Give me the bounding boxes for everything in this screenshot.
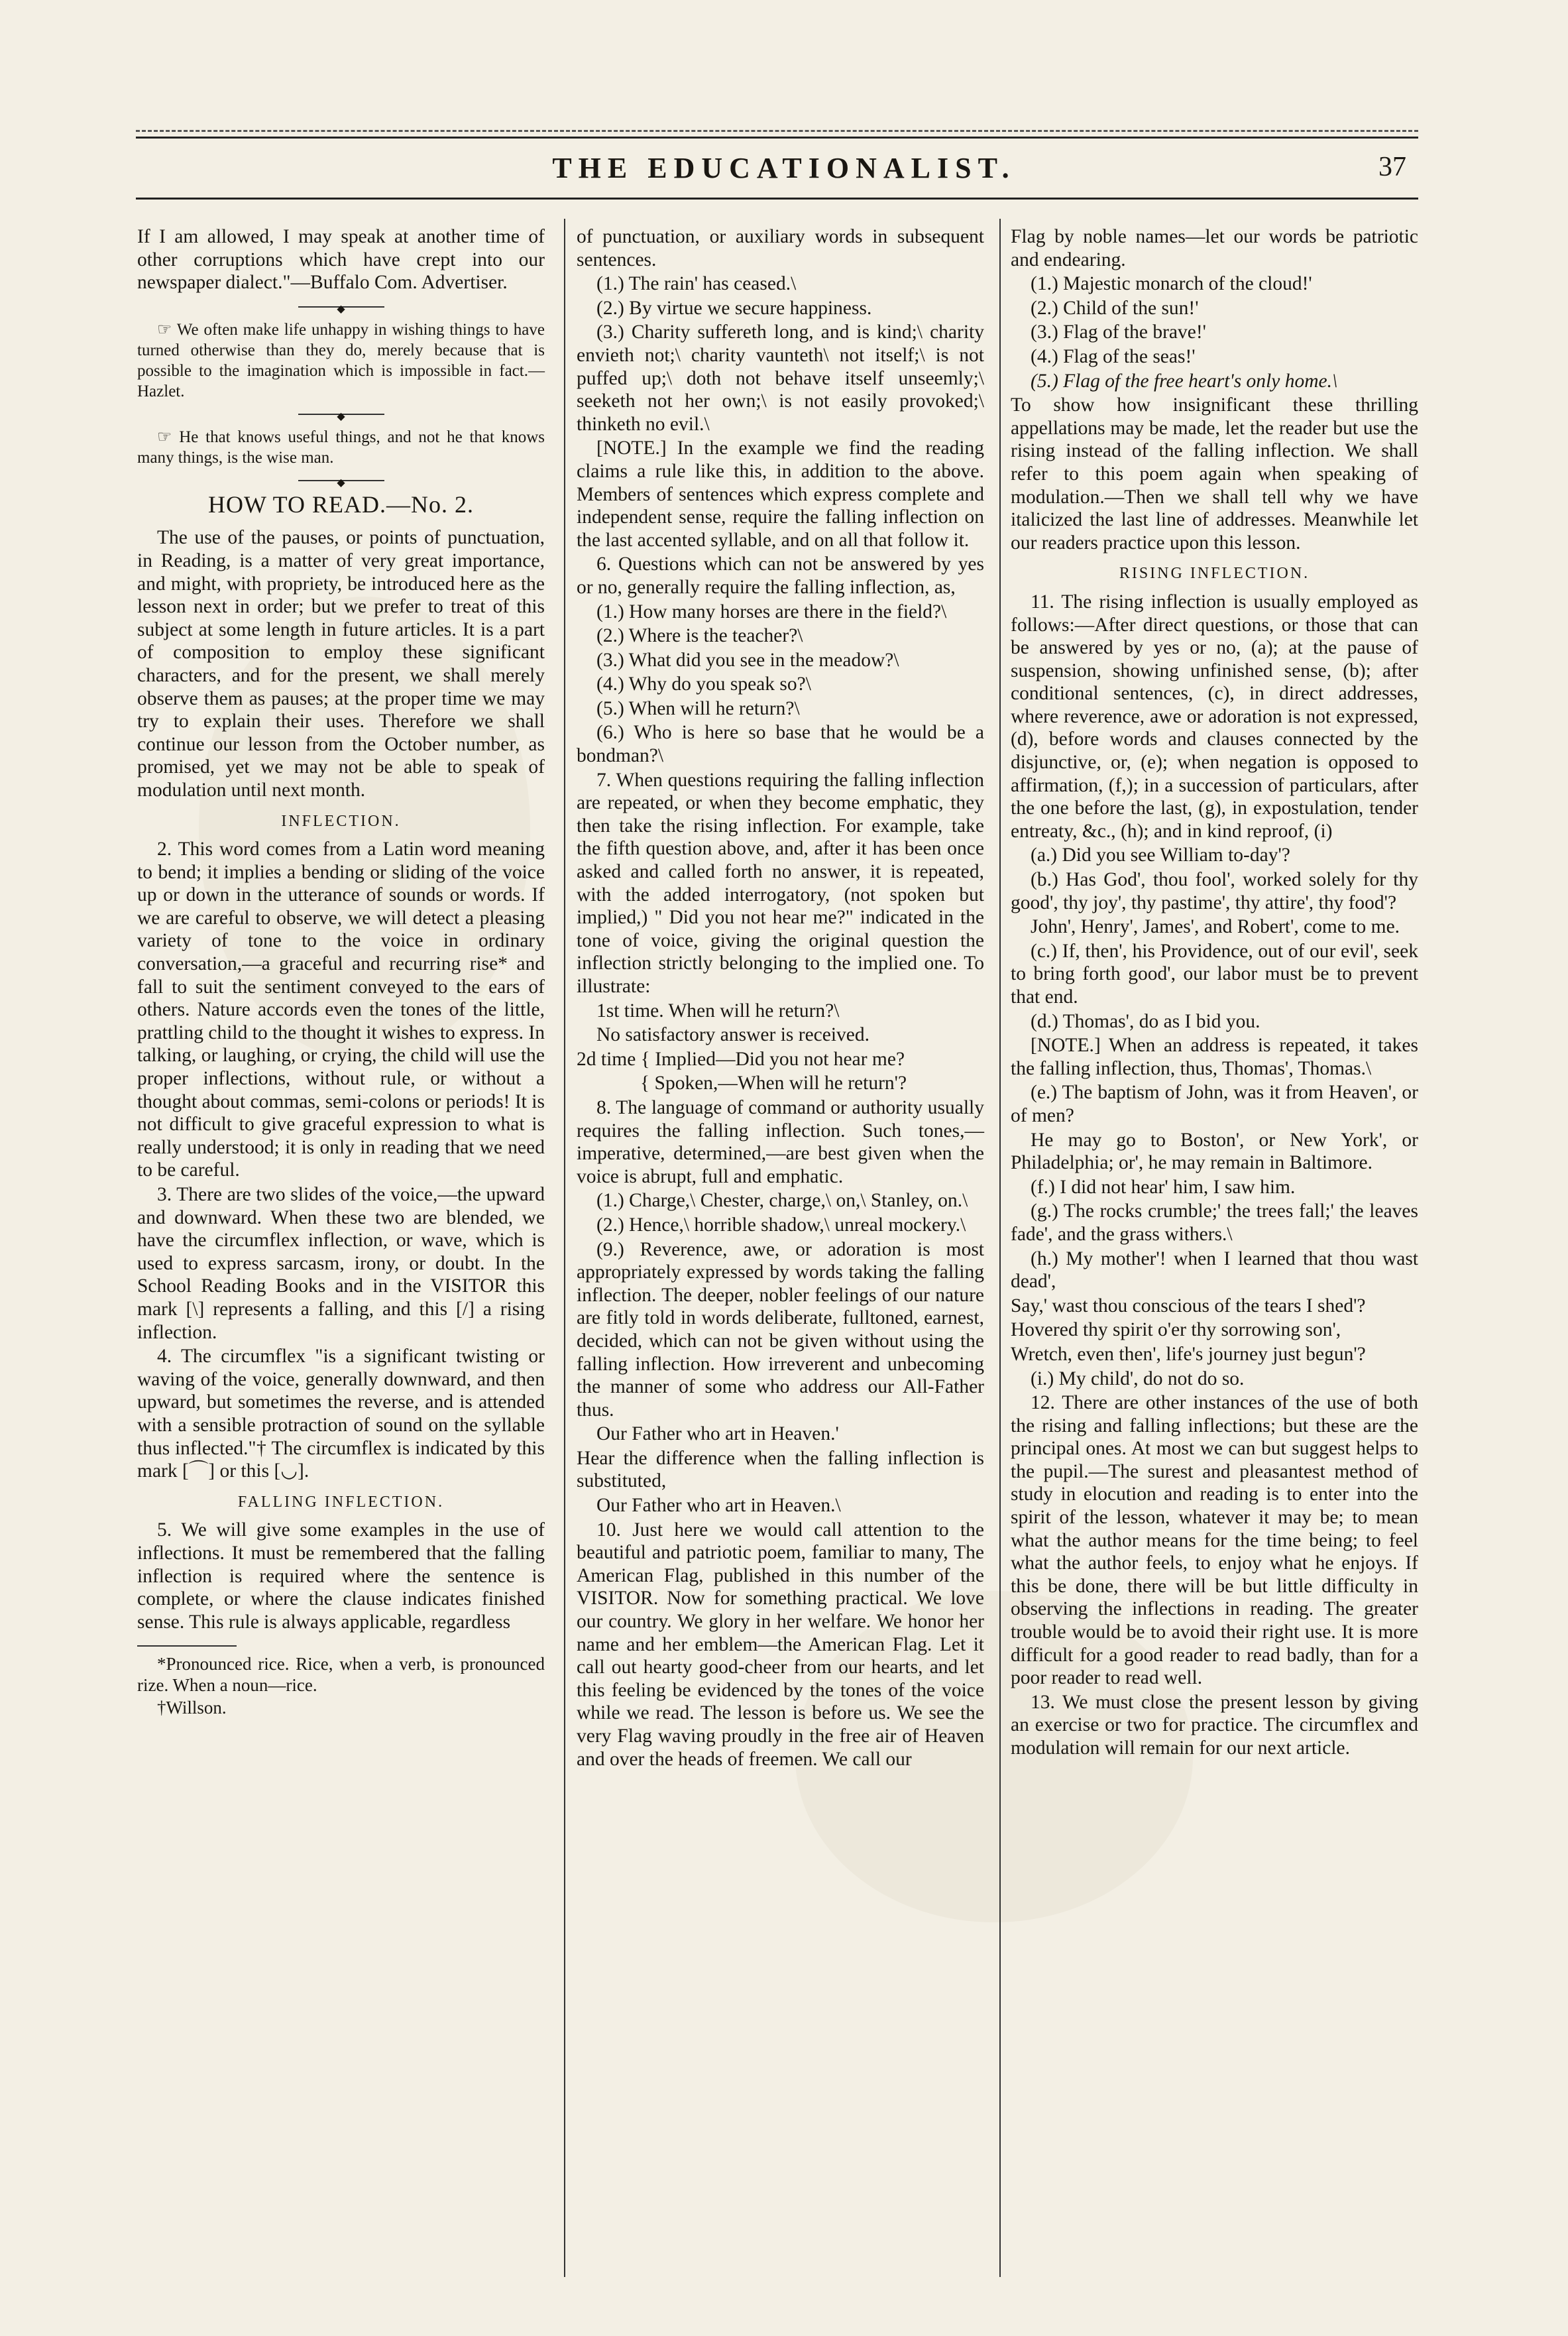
example: (2.) Where is the teacher?\ xyxy=(596,625,803,647)
separator xyxy=(298,306,384,308)
column-3 xyxy=(1011,225,1418,1761)
example: (3.) What did you see in the meadow?\ xyxy=(596,649,899,671)
poem-line: (h.) My mother'! when I learned that thou wast dead', xyxy=(1011,1248,1418,1293)
column-2 xyxy=(577,225,984,1772)
example: He may go to Boston', or New York', or Philadelphia; or', he may remain in Baltimore. xyxy=(1011,1129,1418,1174)
section-heading: RISING INFLECTION. xyxy=(1119,565,1310,583)
header-rule xyxy=(136,137,1418,139)
column-divider-right xyxy=(999,219,1001,2277)
example: (1.) The rain' has ceased.\ xyxy=(596,273,797,295)
example: (3.) Flag of the brave!' xyxy=(1031,321,1206,343)
paragraph: ☞ We often make life unhappy in wishing things to have turned otherwise than they do, merely because that is possible to the imagination which is impossible in fact.—Hazlet. xyxy=(137,320,545,400)
example: 1st time. When will he return?\ xyxy=(596,1000,840,1022)
paragraph: If I am allowed, I may speak at another time of other corruptions which have crept into our newspaper dialect."—Buffalo Com. Advertiser. xyxy=(137,226,545,294)
poem-line: Wretch, even then', life's journey just begun'? xyxy=(1011,1343,1366,1365)
column-1 xyxy=(137,225,545,1720)
footnote: *Pronounced rice. Rice, when a verb, is pronounced rize. When a noun—rice. xyxy=(137,1654,545,1696)
poem-line: Say,' wast thou conscious of the tears I shed'? xyxy=(1011,1295,1366,1316)
example: (6.) Who is here so base that he would be a bondman?\ xyxy=(577,722,984,767)
paragraph: of punctuation, or auxiliary words in subsequent sentences. xyxy=(577,226,984,270)
footnote: †Willson. xyxy=(157,1698,227,1718)
example: (5.) When will he return?\ xyxy=(596,697,800,719)
example: (g.) The rocks crumble;' the trees fall;' the leaves fade', and the grass withers.\ xyxy=(1011,1200,1418,1245)
section-heading: INFLECTION. xyxy=(281,812,401,830)
paragraph: ☞ He that knows useful things, and not he that knows many things, is the wise man. xyxy=(137,428,545,467)
example: No satisfactory answer is received. xyxy=(596,1024,870,1046)
example: (3.) Charity suffereth long, and is kind;\ charity envieth not;\ charity vaunteth\ not itself;\ is not puffed up;\ doth not behave itself unseemly;\ seeketh not her own;\ is not easily provoked;\ thinketh no evil.\ xyxy=(577,321,984,435)
example: (2.) By virtue we secure happiness. xyxy=(596,297,872,319)
example: (e.) The baptism of John, was it from Heaven', or of men? xyxy=(1011,1082,1418,1126)
separator xyxy=(298,480,384,481)
example: (1.) How many horses are there in the field?\ xyxy=(596,601,947,622)
example: (2.) Hence,\ horrible shadow,\ unreal mockery.\ xyxy=(596,1214,966,1236)
paragraph: 6. Questions which can not be answered by yes or no, generally require the falling inflection, as, xyxy=(577,554,984,598)
paragraph: 12. There are other instances of the use of both the rising and falling inflections; but these are the principal ones. At most we can but suggest helps to the pupil.—The surest and pleasantest method of study in elocution and reading is to enter into the spirit of the lesson, whatever it may be; to mean what the author means for the time being; to feel what the author feels, to enjoy what he enjoys. If this be done, there will be but little difficulty in observing the inflections in reading. The greater trouble would be to avoid their right use. It is more difficult for a good reader to read badly, than for a poor reader to read well. xyxy=(1011,1392,1418,1689)
paragraph: The use of the pauses, or points of punctuation, in Reading, is a matter of very great importance, and might, with propriety, be introduced here as the lesson next in order; but we prefer to treat of this subject at some length in future articles. It is a part of composition to employ these significant characters, and for the present, we shall merely observe them as pauses; at the proper time we may try to explain their uses. Therefore we shall continue our lesson from the October number, as promised, yet we may not be able to speak of modulation until next month. xyxy=(137,527,545,801)
paragraph: 8. The language of command or authority usually requires the falling inflection. Such tones,—imperative, determined,—are best given when the voice is abrupt, full and emphatic. xyxy=(577,1096,984,1187)
example: (2.) Child of the sun!' xyxy=(1031,297,1199,319)
example: (d.) Thomas', do as I bid you. xyxy=(1031,1010,1260,1032)
example: (1.) Charge,\ Chester, charge,\ on,\ Stanley, on.\ xyxy=(596,1190,968,1212)
note: [NOTE.] When an address is repeated, it takes the falling inflection, thus, Thomas', Thomas.\ xyxy=(1011,1035,1418,1079)
paragraph: Hear the difference when the falling inflection is substituted, xyxy=(577,1447,984,1492)
header-bottom-rule xyxy=(136,198,1418,200)
section-heading: FALLING INFLECTION. xyxy=(237,1493,445,1511)
example: (b.) Has God', thou fool', worked solely for thy good', thy joy', thy pastime', thy attire', thy food'? xyxy=(1011,869,1418,913)
paragraph: To show how insignificant these thrilling appellations may be made, let the reader but use the rising instead of the falling inflection. We shall refer to this poem again when speaking of modulation.—Then we shall tell why we have italicized the last line of addresses. Meanwhile let our readers practice upon this lesson. xyxy=(1011,394,1418,554)
footnote-rule xyxy=(137,1645,237,1647)
example: 2d time { Implied—Did you not hear me? xyxy=(577,1048,905,1070)
column-divider-left xyxy=(564,219,565,2277)
example: (5.) Flag of the free heart's only home.\ xyxy=(1031,370,1338,392)
running-title: THE EDUCATIONALIST. xyxy=(552,152,1016,184)
example: (i.) My child', do not do so. xyxy=(1031,1368,1245,1389)
paragraph: 11. The rising inflection is usually employed as follows:—After direct questions, or those that can be answered by yes or no, (a); at the pause of suspension, showing unfinished sense, (b); after conditional sentences, (c), in direct addresses, where reverence, awe or adoration is not expressed, (d), before words and clauses connected by the disjunctive, or, (e); when negation is opposed to affirmation, (f,); in a succession of particulars, after the one before the last, (g), in expostulation, tender entreaty, &c., (h); and in kind reproof, (i) xyxy=(1011,591,1418,842)
example: Our Father who art in Heaven.' xyxy=(596,1423,839,1445)
example: { Spoken,—When will he return'? xyxy=(640,1073,907,1094)
paragraph: 2. This word comes from a Latin word meaning to bend; it implies a bending or sliding of the voice up or down in the utterance of sounds or words. If we are careful to observe, we will detect a pleasing variety of tone to the voice in ordinary conversation,—a graceful and recurring rise* and fall to suit the sentiment conveyed to the ears of others. Nature accords even the tones of the little, prattling child to the thought it wishes to express. In talking, or laughing, or crying, the child will use the proper inflections, without rule, or without a thought about commas, semi-colons or periods! It is not difficult to give graceful expression to what is really understood; it is only in reading that we need to be careful. xyxy=(137,839,545,1181)
separator xyxy=(298,414,384,415)
page-number: 37 xyxy=(1378,152,1406,182)
article-heading: HOW TO READ.—No. 2. xyxy=(207,491,474,518)
example: (a.) Did you see William to-day'? xyxy=(1031,845,1290,866)
example: (4.) Flag of the seas!' xyxy=(1031,345,1196,367)
paragraph: (9.) Reverence, awe, or adoration is most appropriately expressed by words taking the falling inflection. The deeper, nobler feelings of our nature are fitly told in words deliberate, fulltoned, earnest, decided, which can not be given without using the falling inflection. How irreverent and unbecoming the manner of some who address our All-Father thus. xyxy=(577,1238,984,1421)
example: (1.) Majestic monarch of the cloud!' xyxy=(1031,273,1312,295)
paragraph: 13. We must close the present lesson by giving an exercise or two for practice. The circumflex and modulation will remain for our next article. xyxy=(1011,1691,1418,1759)
example: (f.) I did not hear' him, I saw him. xyxy=(1031,1176,1296,1198)
paragraph: 4. The circumflex "is a significant twisting or waving of the voice, generally downward, and then upward, but sometimes the reverse, and is attended with a sensible protraction of sound on the syllable thus inflected."† The circumflex is indicated by this mark [⌒] or this [◡]. xyxy=(137,1346,545,1482)
example: (c.) If, then', his Providence, out of our evil', seek to bring forth good', our labor must be to prevent that end. xyxy=(1011,940,1418,1008)
paragraph: 3. There are two slides of the voice,—the upward and downward. When these two are blended, we have the circumflex inflection, or wave, which is used to express sarcasm, irony, or doubt. In the School Reading Books and in the VISITOR this mark [\] represents a falling, and this [/] a rising inflection. xyxy=(137,1184,545,1343)
header-top-rule xyxy=(136,130,1418,132)
paragraph: 10. Just here we would call attention to the beautiful and patriotic poem, familiar to many, The American Flag, published in this number of the VISITOR. Now for something practical. We love our country. We glory in her welfare. We honor her name and her emblem—the American Flag. Let it call out hearty good-cheer from our hearts, and let this feeling be evidenced by the tones of the voice while we read. The lesson is before us. We see the very Flag waving proudly in the free air of Heaven and over the heads of freemen. We call our xyxy=(577,1519,984,1770)
paragraph: Flag by noble names—let our words be patriotic and endearing. xyxy=(1011,226,1418,270)
note: [NOTE.] In the example we find the reading claims a rule like this, in addition to the above. Members of sentences which express complete and independent sense, require the falling inflection on the last accented syllable, and on all that follow it. xyxy=(577,438,984,551)
example: Our Father who art in Heaven.\ xyxy=(596,1495,841,1517)
paragraph: 5. We will give some examples in the use of inflections. It must be remembered that the falling inflection is required where the sentence is complete, or where the clause indicates finished sense. This rule is always applicable, regardless xyxy=(137,1519,545,1633)
poem-line: Hovered thy spirit o'er thy sorrowing son', xyxy=(1011,1319,1341,1341)
example: (4.) Why do you speak so?\ xyxy=(596,673,811,695)
paragraph: 7. When questions requiring the falling inflection are repeated, or when they become emphatic, they then take the rising inflection. For example, take the fifth question above, and, after it has been once asked and called forth no answer, it is repeated, with the added interrogatory, (not spoken but implied,) " Did you not hear me?" indicated in the tone of voice, giving the original question the inflection strictly belonging to the implied one. To illustrate: xyxy=(577,769,984,997)
example: John', Henry', James', and Robert', come to me. xyxy=(1031,916,1400,938)
